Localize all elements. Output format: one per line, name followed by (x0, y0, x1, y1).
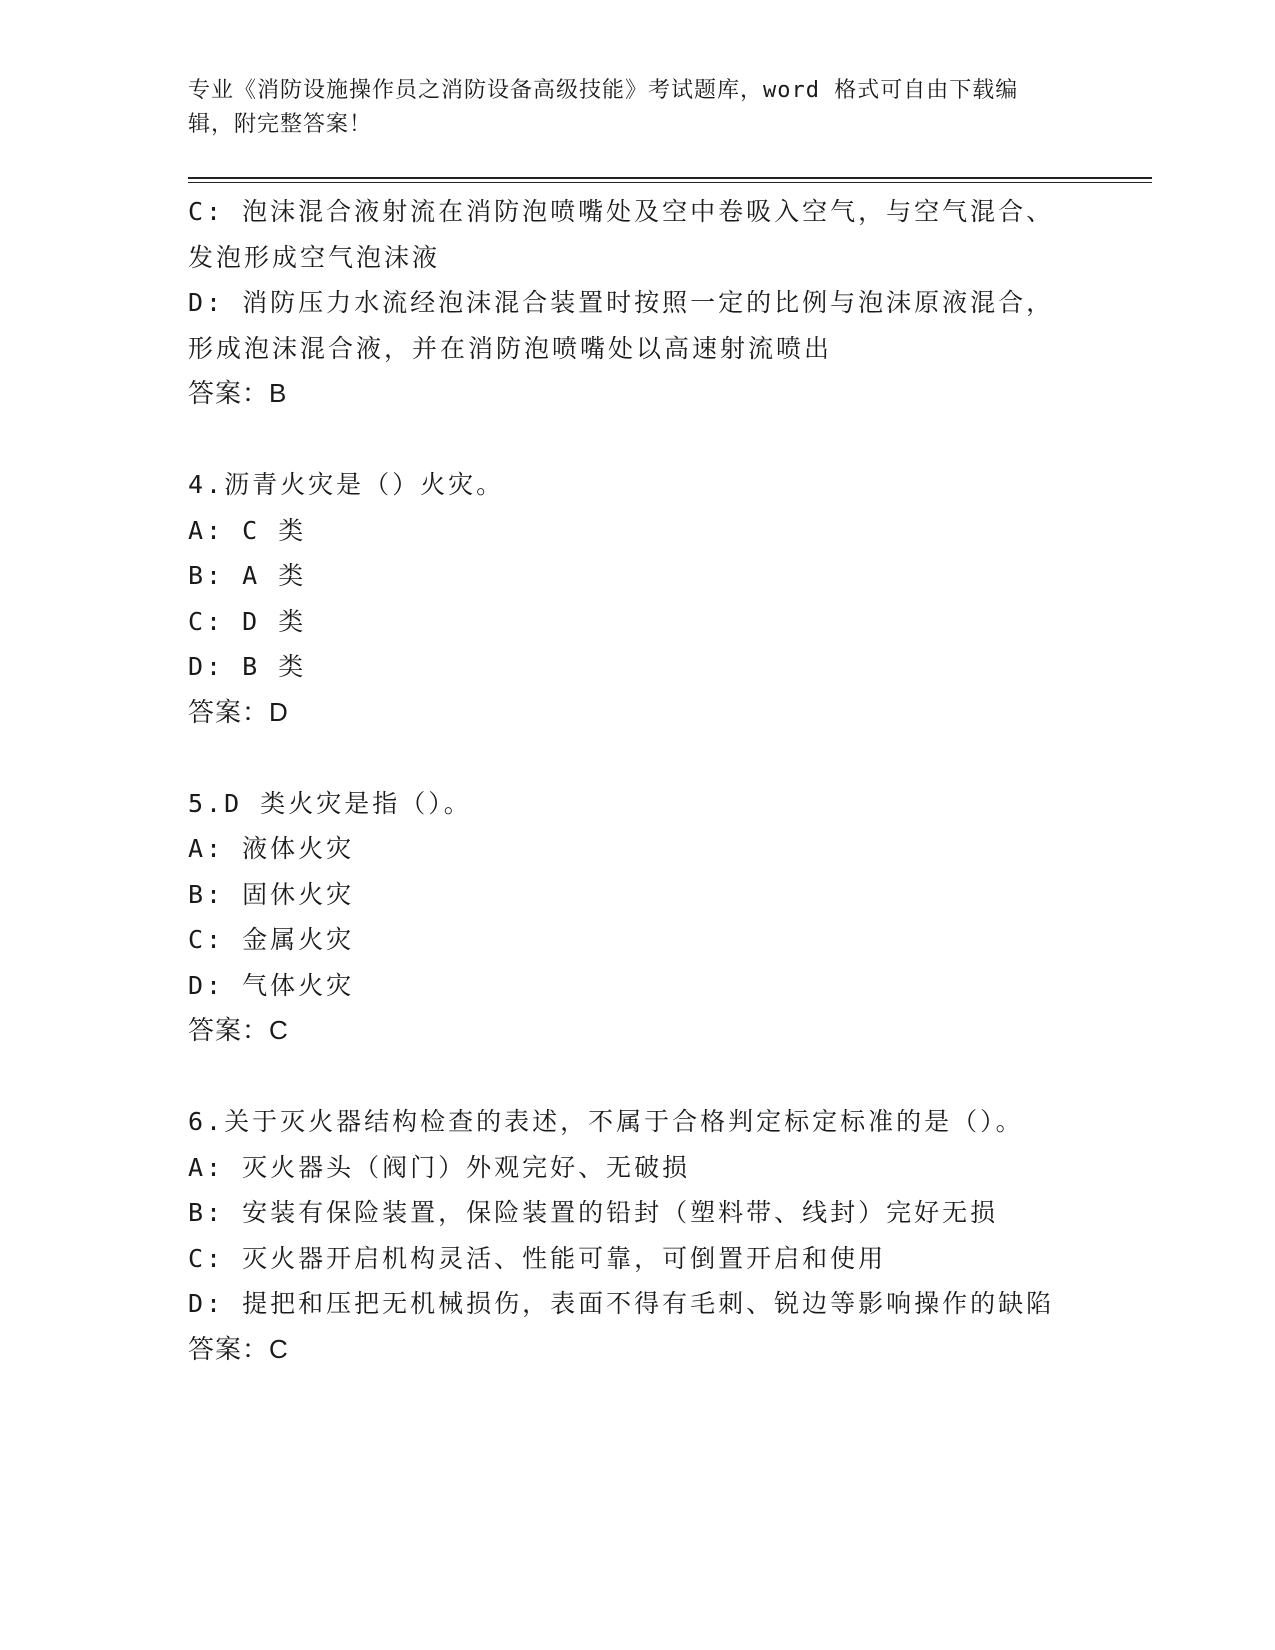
spacer (188, 1054, 1088, 1100)
q4-answer: 答案：D (188, 696, 289, 727)
q6-option-a: A: 灭火器头（阀门）外观完好、无破损 (188, 1152, 691, 1182)
q3-answer: 答案：B (188, 378, 288, 408)
q6-option-b: B: 安装有保险装置，保险装置的铅封（塑料带、线封）完好无损 (188, 1198, 999, 1227)
q4-option-c: C: D 类 (188, 606, 307, 636)
question-6 (188, 1099, 1088, 1372)
q5-answer: 答案：C (188, 1015, 289, 1045)
question-4 (188, 462, 1088, 735)
question-list (188, 189, 1088, 1372)
q5-stem: 5.D 类火灾是指（）。 (188, 788, 472, 818)
spacer (188, 417, 1088, 463)
q3-option-c-line-1: C: 泡沫混合液射流在消防泡喷嘴处及空中卷吸入空气，与空气混合、 (188, 197, 1055, 226)
q3-option-d-line-2: 形成泡沫混合液，并在消防泡喷嘴处以高速射流喷出 (188, 333, 833, 363)
q5-option-c: C: 金属火灾 (188, 925, 355, 954)
q3-option-c-line-2: 发泡形成空气泡沫液 (188, 242, 441, 272)
q3-option-d-line-1: D: 消防压力水流经泡沫混合装置时按照一定的比例与泡沫原液混合， (188, 288, 1055, 317)
q4-option-b: B: A 类 (188, 561, 307, 590)
spacer (188, 735, 1088, 781)
q5-option-b: B: 固休火灾 (188, 879, 355, 909)
header-divider-thick (188, 177, 1152, 179)
q5-option-d: D: 气体火灾 (188, 970, 355, 1000)
header-line-2: 辑，附完整答案！ (188, 112, 373, 137)
q4-option-a: A: C 类 (188, 515, 307, 545)
document-header (188, 74, 1068, 142)
q4-stem: 4.沥青火灾是（）火灾。 (188, 470, 505, 499)
q4-option-d: D: B 类 (188, 652, 307, 681)
q6-stem: 6.关于灭火器结构检查的表述，不属于合格判定标定标准的是（）。 (188, 1107, 1024, 1136)
q6-option-d: D: 提把和压把无机械损伤，表面不得有毛刺、锐边等影响操作的缺陷 (188, 1289, 1055, 1318)
q6-option-c: C: 灭火器开启机构灵活、性能可靠，可倒置开启和使用 (188, 1243, 887, 1273)
header-line-1: 专业《消防设施操作员之消防设备高级技能》考试题库，word 格式可自由下载编 (188, 78, 1019, 103)
question-3-tail (188, 189, 1088, 417)
q5-option-a: A: 液体火灾 (188, 834, 355, 863)
question-5 (188, 781, 1088, 1054)
header-divider-thin (188, 182, 1152, 183)
q6-answer: 答案：C (188, 1333, 289, 1364)
